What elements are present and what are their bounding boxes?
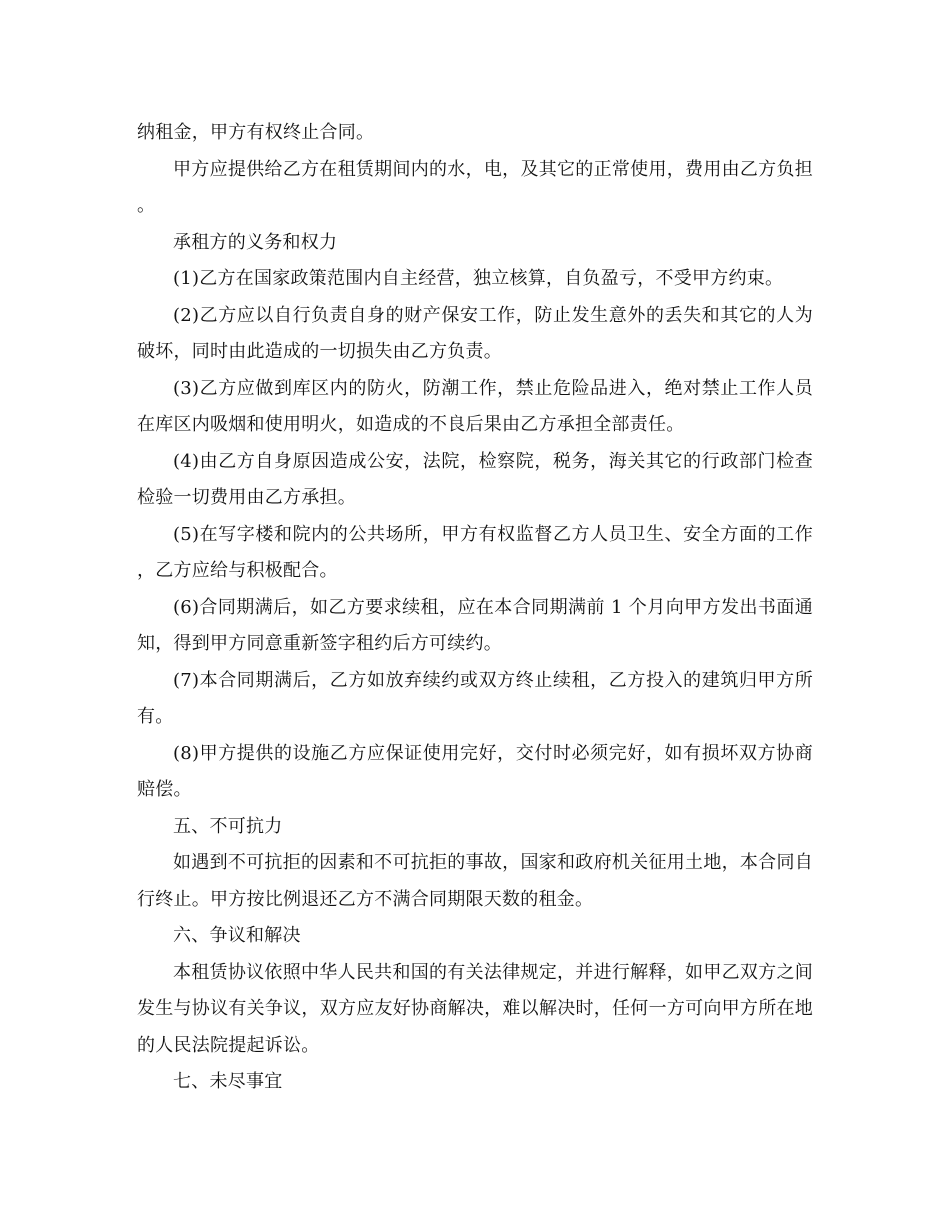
section-heading-disputes: 六、争议和解决 [173,925,301,946]
clause-3: (3)乙方应做到库区内的防火，防潮工作，禁止危险品进入，绝对禁止工作人员在库区内吸烟和使用明火，如造成的不良后果由乙方承担全部责任。 [137,377,813,435]
paragraph-disputes: 本租赁协议依照中华人民共和国的有关法律规定，并进行解释，如甲乙双方之间发生与协议有关争议，双方应友好协商解决，难以解决时，任何一方可向甲方所在地的人民法院提起诉讼。 [137,961,813,1056]
paragraph-rent-termination: 纳租金，甲方有权终止合同。 [137,122,375,143]
section-heading-force-majeure: 五、不可抗力 [173,815,283,837]
clause-4: (4)由乙方自身原因造成公安，法院，检察院，税务，海关其它的行政部门检查检验一切费用由乙方承担。 [137,450,813,508]
clause-8: (8)甲方提供的设施乙方应保证使用完好，交付时必须完好，如有损坏双方协商赔偿。 [137,742,813,800]
section-heading-tenant-duties: 承租方的义务和权力 [173,231,338,253]
clause-2: (2)乙方应以自行负责自身的财产保安工作，防止发生意外的丢失和其它的人为破坏，同时由此造成的一切损失由乙方负责。 [137,304,813,362]
clause-7: (7)本合同期满后，乙方如放弃续约或双方终止续租，乙方投入的建筑归甲方所有。 [137,669,813,727]
contract-body [137,115,813,1101]
paragraph-force-majeure: 如遇到不可抗拒的因素和不可抗拒的事故，国家和政府机关征用土地，本合同自行终止。甲方按比例退还乙方不满合同期限天数的租金。 [137,852,813,910]
clause-5: (5)在写字楼和院内的公共场所，甲方有权监督乙方人员卫生、安全方面的工作，乙方应给与积极配合。 [137,523,813,581]
section-heading-other-matters: 七、未尽事宜 [173,1071,283,1092]
paragraph-utilities: 甲方应提供给乙方在租赁期间内的水，电，及其它的正常使用，费用由乙方负担。 [137,158,813,216]
clause-6: (6)合同期满后，如乙方要求续租，应在本合同期满前 1 个月向甲方发出书面通知，得到甲方同意重新签字租约后方可续约。 [137,596,813,654]
clause-1: (1)乙方在国家政策范围内自主经营，独立核算，自负盈亏，不受甲方约束。 [173,268,784,289]
